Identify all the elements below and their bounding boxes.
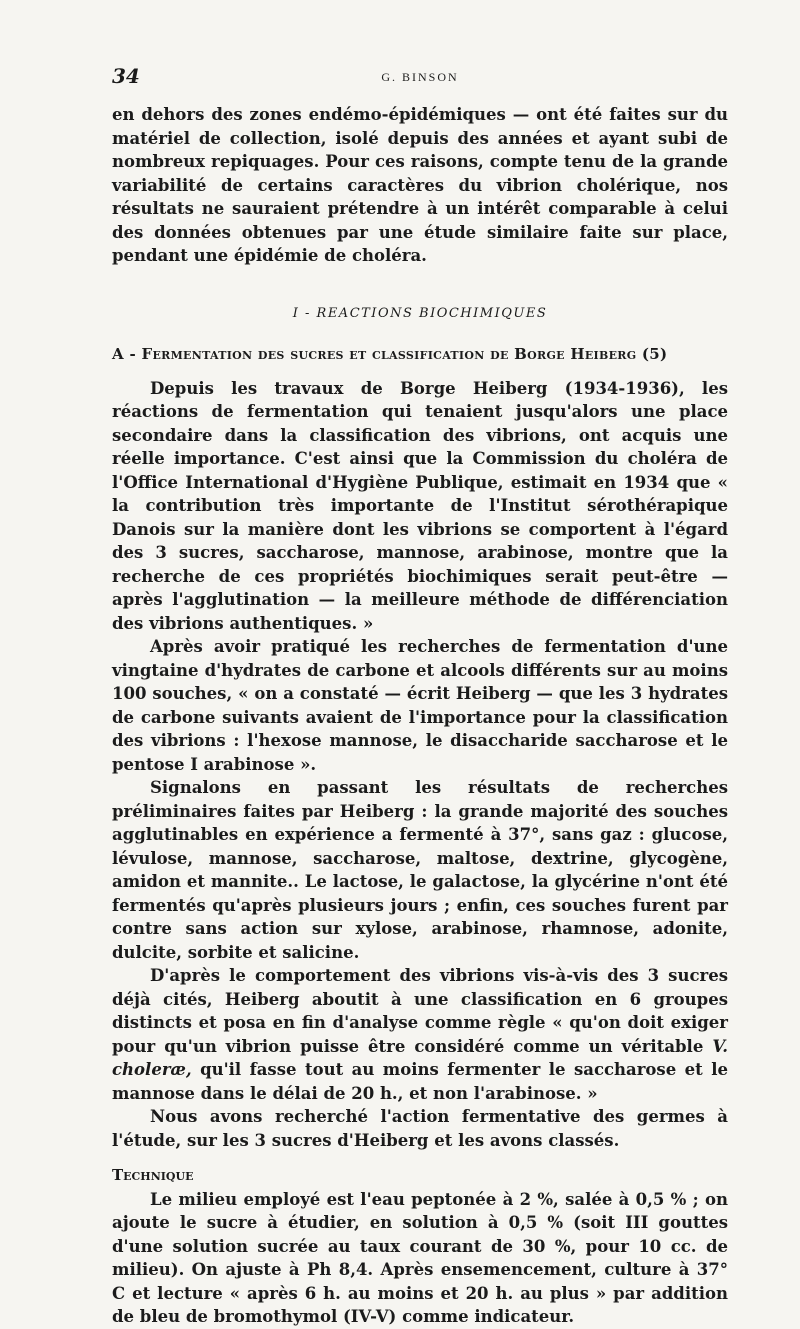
page-header	[112, 60, 728, 90]
paragraph-classification-part-a: D'après le comportement des vibrions vis-à-vis des 3 sucres déjà cités, Heiberg aboutit à une classification en 6 groupes distincts et posa en fin d'analyse comme règle « qu'on doit exiger pour qu'un vibrion puisse être considéré comme un véritable	[112, 966, 728, 1056]
paragraph-fermentation-research: Après avoir pratiqué les recherches de fermentation d'une vingtaine d'hydrates de carbone et alcools différents sur au moins 100 souches, « on a constaté — écrit Heiberg — que les 3 hydrates de carbone suivants avaient de l'importance pour la classification des vibrions : l'hexose mannose, le disaccharide saccharose et le pentose I arabinose ».	[112, 637, 728, 774]
paragraph-our-research: Nous avons recherché l'action fermentative des germes à l'étude, sur les 3 sucres d'Heiberg et les avons classés.	[112, 1107, 728, 1150]
page-number: 34	[112, 64, 140, 88]
species-name: V. choleræ,	[112, 1036, 728, 1079]
paragraph-classification-part-b: qu'il fasse tout au moins fermenter le saccharose et le mannose dans le délai de 20 h., et non l'arabinose. »	[112, 1060, 728, 1103]
technique-title: Technique	[112, 1166, 194, 1184]
subsection-title: A - Fermentation des sucres et classification de Borge Heiberg (5)	[112, 345, 668, 363]
body-text	[112, 103, 728, 1329]
paragraph-technique: Le milieu employé est l'eau peptonée à 2 %, salée à 0,5 % ; on ajoute le sucre à étudier, en solution à 0,5 % (soit III gouttes d'une solution sucrée au taux courant de 30 %, pour 10 cc. de milieu). On ajuste à Ph 8,4. Après ensemencement, culture à 37° C et lecture « après 6 h. au moins et 20 h. au plus » par addition de bleu de bromothymol (IV-V) comme indicateur.	[112, 1189, 728, 1326]
running-head: G. BINSON	[381, 70, 459, 84]
paragraph-heiberg-intro: Depuis les travaux de Borge Heiberg (1934-1936), les réactions de fermentation qui tenaient jusqu'alors une place secondaire dans la classification des vibrions, ont acquis une réelle importance. C'est ainsi que la Commission du choléra de l'Office International d'Hygiène Publique, estimait en 1934 que « la contribution très importante de l'Institut sérothérapique Danois sur la manière dont les vibrions se comportent à l'égard des 3 sucres, saccharose, mannose, arabinose, montre que la recherche de ces propriétés biochimiques serait peut-être — après l'agglutination — la meilleure méthode de différenciation des vibrions authentiques. »	[112, 378, 728, 633]
section-title: I - REACTIONS BIOCHIMIQUES	[292, 305, 548, 321]
paragraph-classification	[112, 964, 728, 1105]
paragraph-preliminary-results: Signalons en passant les résultats de recherches préliminaires faites par Heiberg : la grande majorité des souches agglutinables en expérience a fermenté à 37°, sans gaz : glucose, lévulose, mannose, saccharose, maltose, dextrine, glycogène, amidon et mannite.. Le lactose, le galactose, la glycérine n'ont été fermentés qu'après plusieurs jours ; enfin, ces souches furent par contre sans action sur xylose, arabinose, rhamnose, adonite, dulcite, sorbite et salicine.	[112, 778, 728, 962]
paragraph-continuation: en dehors des zones endémo-épidémiques — ont été faites sur du matériel de collection, isolé depuis des années et ayant subi de nombreux repiquages. Pour ces raisons, compte tenu de la grande variabilité de certains caractères du vibrion cholérique, nos résultats ne sauraient prétendre à un intérêt comparable à celui des données obtenues par une étude similaire faite sur place, pendant une épidémie de choléra.	[112, 105, 728, 265]
